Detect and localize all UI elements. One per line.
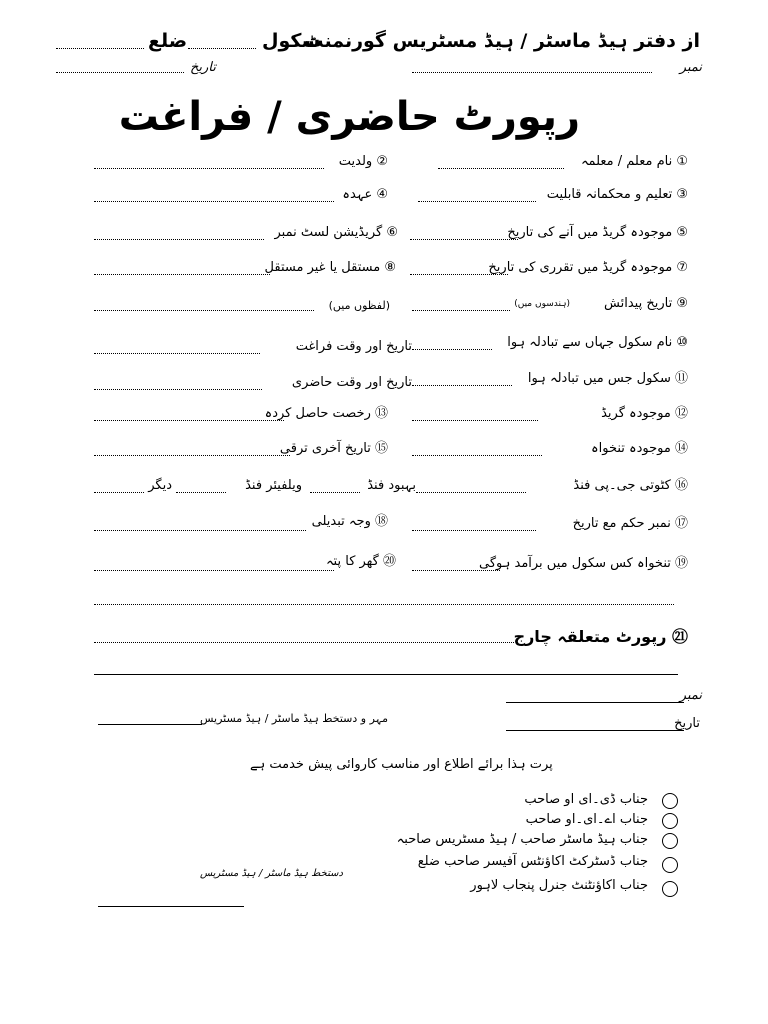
field-joining-time-label: تاریخ اور وقت حاضری [291,375,412,390]
field-designation-label: ④ عہدہ [342,187,388,202]
header-office-line: از دفتر ہیڈ ماسٹر / ہیڈ مسٹریس گورنمنٹ [304,30,700,52]
field-other-line[interactable] [94,492,144,493]
header-date-line [56,72,184,73]
field-benevolent-label: بہبود فنڈ [367,478,416,493]
field-designation-line[interactable] [94,201,334,202]
footer-date-label: تاریخ [674,716,700,731]
signature-line[interactable] [98,906,244,907]
field-address-continuation-line[interactable] [94,604,674,605]
field-last-increment-line[interactable] [94,455,290,456]
field-parentage-label: ② ولدیت [338,154,388,169]
field-current-grade-label: ⑫ موجودہ گریڈ [601,406,688,421]
number-line [412,72,652,73]
field-gradation-list-label: ⑥ گریڈیشن لسٹ نمبر [274,225,398,240]
field-teacher-name-line[interactable] [438,168,564,169]
field-charge-report-line[interactable] [94,642,514,643]
recipient-deo-checkbox[interactable] [662,793,678,809]
header-number-label: نمبر [679,60,702,75]
field-gp-fund-label: ⑯ کٹوتی جی۔پی فنڈ [573,478,688,493]
field-gp-fund-line[interactable] [416,492,526,493]
field-pay-school-line[interactable] [412,570,500,571]
field-order-number-label: ⑰ نمبر حکم مع تاریخ [572,516,688,531]
recipient-dao-checkbox[interactable] [662,857,678,873]
field-welfare-line[interactable] [176,492,226,493]
seal-signature-line[interactable] [98,724,202,725]
seal-signature-label: مہر و دستخط ہیڈ ماسٹر / ہیڈ مسٹریس [200,712,388,725]
recipient-headmaster-checkbox[interactable] [662,833,678,849]
field-education-label: ③ تعلیم و محکمانہ قابلیت [546,187,688,202]
field-last-increment-label: ⑮ تاریخ آخری ترقی [279,441,388,456]
field-dob-words-line[interactable] [94,310,314,311]
header-district-label: ضلع [148,30,188,52]
header-school-label: سکول [262,30,321,52]
field-from-school-line[interactable] [412,349,492,350]
field-grade-join-date-label: ⑤ موجودہ گریڈ میں آنے کی تاریخ [507,225,688,240]
recipient-aeo-checkbox[interactable] [662,813,678,829]
field-benevolent-line[interactable] [310,492,360,493]
field-permanent-label: ⑧ مستقل یا غیر مستقل [264,260,396,275]
field-dob-label: ⑨ تاریخ پیدائش [604,296,688,311]
field-home-address-line[interactable] [94,570,334,571]
field-current-grade-line[interactable] [412,420,538,421]
forward-note: پرت ہذا برائے اطلاع اور مناسب کاروائی پیش خدمت ہے [250,757,553,772]
section-divider [94,674,678,675]
recipient-aeo: جناب اے۔ای۔او صاحب [525,812,648,827]
recipient-deo: جناب ڈی۔ای او صاحب [524,792,648,807]
field-other-label: دیگر [148,478,172,493]
field-to-school-line[interactable] [412,385,512,386]
field-transfer-reason-label: ⑱ وجہ تبدیلی [311,514,388,529]
recipient-ag-punjab-checkbox[interactable] [662,881,678,897]
field-current-pay-label: ⑭ موجودہ تنخواہ [591,441,688,456]
field-dob-digits-line[interactable] [412,310,510,311]
recipient-dao: جناب ڈسٹرکٹ اکاؤنٹس آفیسر صاحب ضلع [417,854,648,869]
field-home-address-label: ⑳ گھر کا پتہ [325,554,396,569]
recipient-headmaster: جناب ہیڈ ماسٹر صاحب / ہیڈ مسٹریس صاحبہ [396,832,648,847]
field-education-line[interactable] [418,201,536,202]
field-teacher-name-label: ① نام معلم / معلمہ [580,154,688,169]
field-dob-words-label: (لفظوں میں) [328,299,390,312]
field-appointment-date-label: ⑦ موجودہ گریڈ میں تقرری کی تاریخ [488,260,688,275]
field-permanent-line[interactable] [94,274,270,275]
field-welfare-label: ویلفیئر فنڈ [245,478,302,493]
page-title: رپورٹ حاضری / فراغت [118,94,580,140]
recipient-ag-punjab: جناب اکاؤنٹنٹ جنرل پنجاب لاہور [470,878,648,893]
header-date-label: تاریخ [190,60,216,75]
field-relieving-time-label: تاریخ اور وقت فراغت [295,339,412,354]
field-from-school-label: ⑩ نام سکول جہاں سے تبادلہ ہوا [507,335,688,350]
field-pay-school-label: ⑲ تنخواہ کس سکول میں برآمد ہوگی [479,556,688,571]
field-parentage-line[interactable] [94,168,324,169]
field-dob-digits-label: (ہندسوں میں) [514,299,570,309]
field-leave-label: ⑬ رخصت حاصل کردہ [264,406,388,421]
footer-number-line[interactable] [506,702,684,703]
field-appointment-date-line[interactable] [410,274,508,275]
signature-label: دستخط ہیڈ ماسٹر / ہیڈ مسٹریس [200,868,343,879]
field-transfer-reason-line[interactable] [94,530,306,531]
field-gradation-list-line[interactable] [94,239,264,240]
school-name-line [188,48,256,49]
field-to-school-label: ⑪ سکول جس میں تبادلہ ہوا [527,371,688,386]
footer-date-line[interactable] [506,730,684,731]
field-joining-time-line[interactable] [94,389,262,390]
field-charge-report-label: ㉑ رپورٹ متعلقہ چارج [513,627,688,646]
field-current-pay-line[interactable] [412,455,542,456]
footer-number-label: نمبر [679,688,702,703]
field-leave-line[interactable] [94,420,284,421]
district-line [56,48,144,49]
field-order-number-line[interactable] [412,530,536,531]
field-grade-join-date-line[interactable] [410,239,518,240]
field-relieving-time-line[interactable] [94,353,260,354]
